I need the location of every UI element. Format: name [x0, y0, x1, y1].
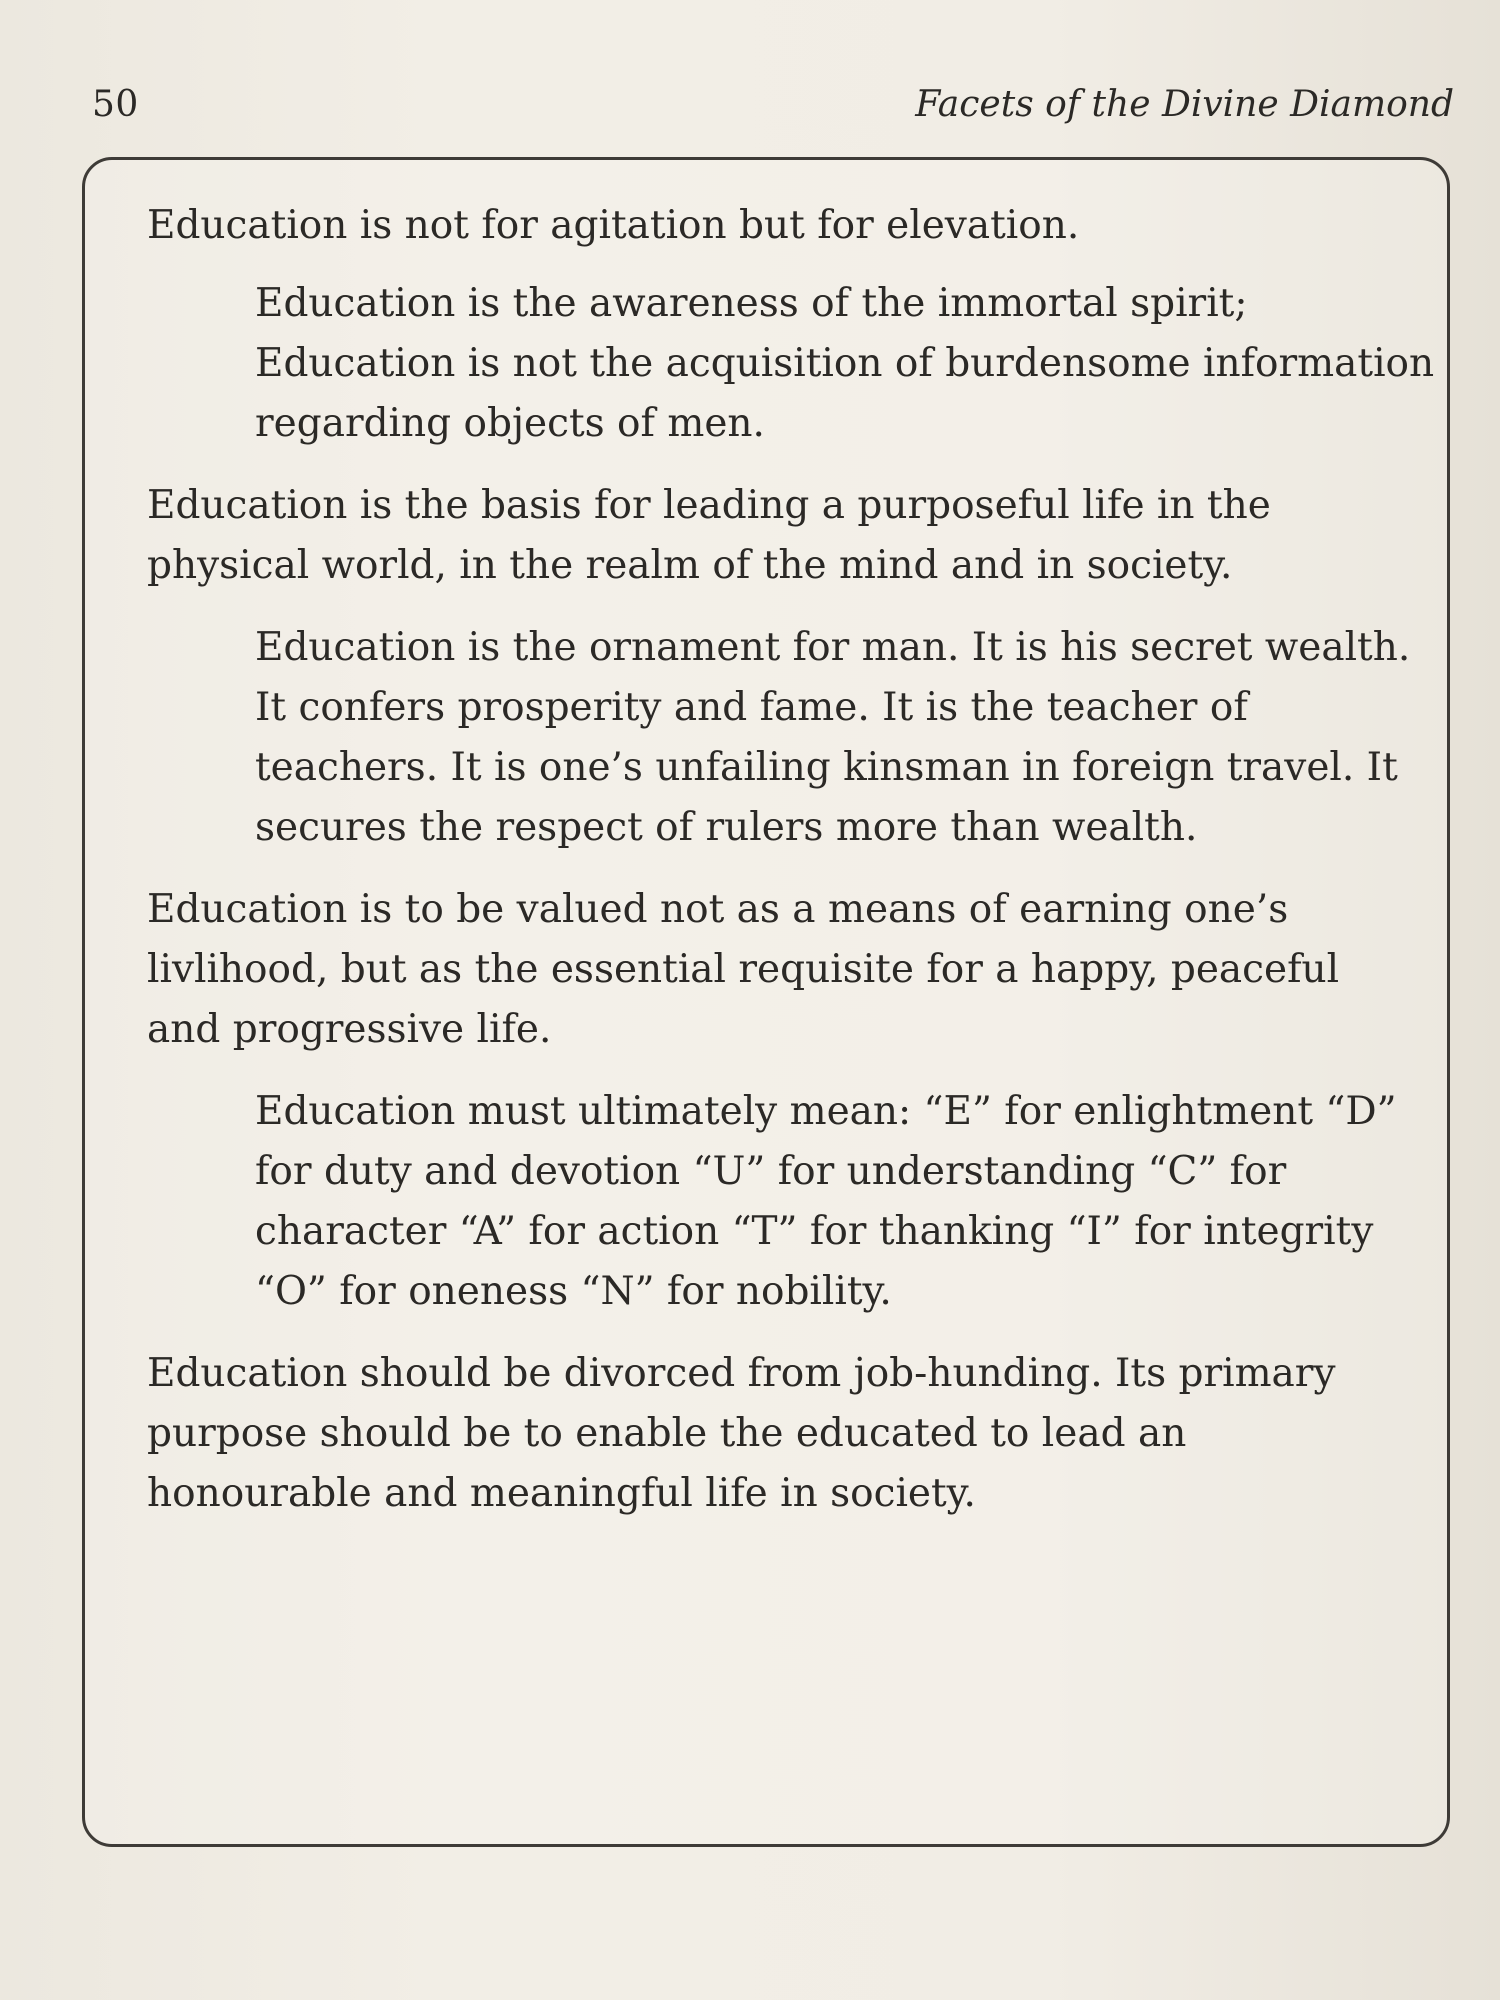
- paragraph-elevation: Education is not for agitation but for elevation.: [147, 203, 1080, 248]
- paragraph-ornament: Education is the ornament for man. It is his secret wealth. It confers prosperity and fame. It is the teacher of teachers. It is one’s unfailing kinsman in foreign travel. It secures the respect of rulers more than wealth.: [255, 625, 1411, 850]
- paragraph-job-hunding: Education should be divorced from job-hunding. Its primary purpose should be to enable the educated to lead an honourable and meaningful life in society.: [147, 1351, 1336, 1516]
- page-number: 50: [92, 84, 139, 125]
- running-header-title: Facets of the Divine Diamond: [915, 84, 1454, 125]
- paragraph-valued: Education is to be valued not as a means of earning one’s livlihood, but as the essential requisite for a happy, peaceful and progressive life.: [147, 887, 1340, 1052]
- paragraph-acronym: Education must ultimately mean: “E” for enlightment “D” for duty and devotion “U” for understanding “C” for character “A” for action “T” for thanking “I” for integrity “O” for oneness “N” for nobility.: [255, 1089, 1397, 1314]
- paragraph-awareness: Education is the awareness of the immortal spirit; Education is not the acquisition of burdensome information regarding objects of men.: [255, 281, 1435, 446]
- paragraph-purposeful-life: Education is the basis for leading a purposeful life in the physical world, in the realm of the mind and in society.: [147, 483, 1271, 588]
- quote-content: [135, 196, 1435, 1524]
